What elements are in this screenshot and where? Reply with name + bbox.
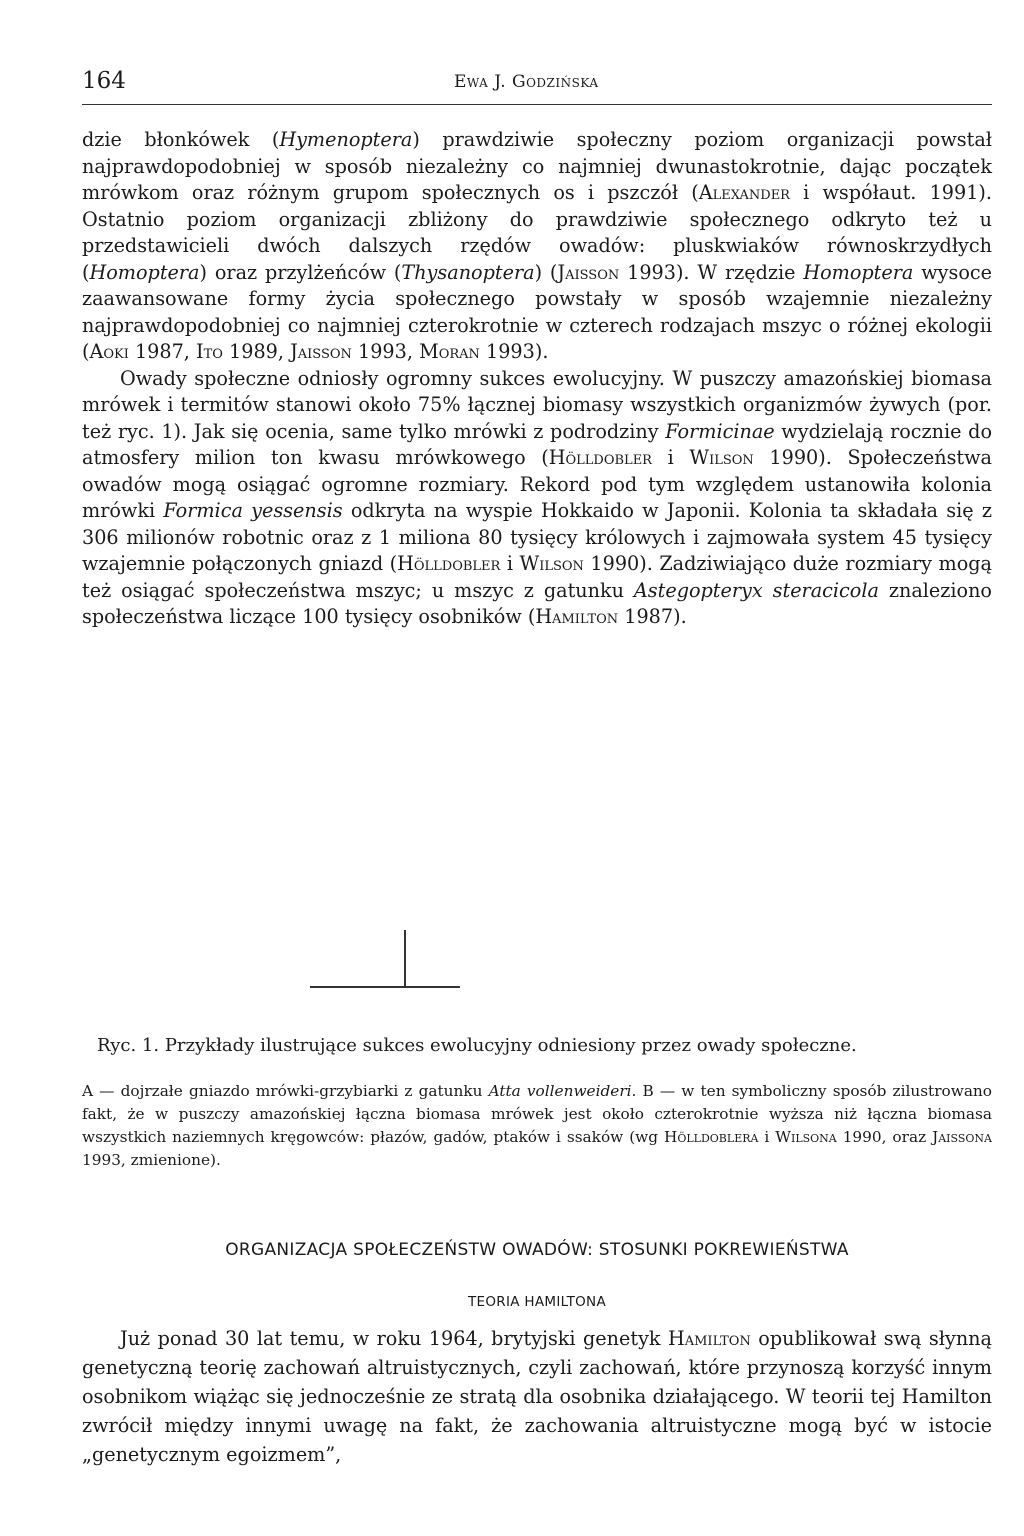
text-run: 1993, bbox=[351, 340, 420, 363]
paragraph-3 bbox=[82, 1324, 992, 1469]
text-run: znaleziono społeczeństwa liczące 100 tysięcy osobników ( bbox=[82, 578, 992, 628]
figure-caption-body bbox=[82, 1080, 992, 1172]
citation-author: Aoki bbox=[89, 340, 129, 363]
citation-author: Jaisson bbox=[290, 340, 352, 363]
text-run: wysoce zaawansowane formy życia społecznego powstały w sposób wzajemnie niezależny najprawdopodobniej co najmniej czterokrotnie w czterech rodzajach mszyc o różnej ekologii ( bbox=[82, 260, 992, 363]
taxon-name: Hymenoptera bbox=[279, 128, 413, 151]
text-run: ) ( bbox=[534, 260, 558, 284]
figure-vertical-line bbox=[404, 930, 406, 986]
text-run: Owady społeczne odniosły ogromny sukces ewolucyjny. W puszczy amazońskiej biomasa mrówek i termitów stanowi około 75% łącznej biomasy wszystkich organizmów żywych (por. też ryc. 1). Jak się ocenia, same tylko mrówki z podrodziny bbox=[82, 366, 992, 443]
text-run: dzie błonkówek ( bbox=[82, 128, 280, 151]
citation-author: Ito bbox=[196, 340, 223, 363]
text-run: i bbox=[758, 1128, 776, 1146]
citation-author: Hölldobler bbox=[548, 446, 652, 469]
figure-caption-title: Ryc. 1. Przykłady ilustrujące sukces ewolucyjny odniesiony przez owady społeczne. bbox=[97, 1035, 857, 1056]
taxon-name: Formicinae bbox=[665, 419, 775, 443]
text-run: ) oraz przylżeńców ( bbox=[199, 260, 402, 284]
text-run: . B — w ten symboliczny sposób zilustrowano fakt, że w puszczy amazońskiej łączna biomasa mrówek jest około czterokrotnie wyższa niż łączna biomasa wszystkich naziemnych kręgowców: płazów, gadów, ptaków i ssaków (wg bbox=[82, 1082, 992, 1146]
text-run: 1993, zmienione). bbox=[82, 1151, 221, 1169]
text-run: 1987, bbox=[128, 340, 197, 363]
running-header bbox=[82, 68, 992, 105]
paragraph-1 bbox=[82, 127, 992, 366]
text-run: 1990, oraz bbox=[836, 1128, 933, 1146]
figure-remnant bbox=[310, 930, 460, 990]
citation-author: Jaisson bbox=[557, 260, 620, 284]
subsection-heading: TEORIA HAMILTONA bbox=[468, 1294, 606, 1310]
paragraph-2 bbox=[82, 366, 992, 631]
text-run: 1993). bbox=[479, 340, 549, 363]
text-run: 1987). bbox=[618, 605, 687, 628]
text-run: Już ponad 30 lat temu, w roku 1964, brytyjski genetyk bbox=[120, 1327, 668, 1350]
citation-author: Jaissona bbox=[932, 1128, 992, 1146]
taxon-name: Formica yessensis bbox=[163, 499, 343, 522]
citation-author: Hamilton bbox=[535, 605, 619, 628]
text-run: opublikował swą słynną genetyczną teorię zachowań altruistycznych, czyli zachowań, które przynoszą korzyść innym osobnikom wiążąc się jednocześnie ze stratą dla osobnika działającego. W teorii tej Hamilton zwrócił między innymi uwagę na fakt, że zachowania altruistyczne mogą być w istocie „genetycznym egoizmem”, bbox=[82, 1327, 992, 1466]
text-run: i współaut. 1991). Ostatnio poziom organizacji zbliżony do prawdziwie społecznego odkryto też u przedstawicieli dwóch dalszych rzędów owadów: pluskwiaków równoskrzydłych ( bbox=[82, 181, 992, 284]
taxon-name: Astegopteryx steracicola bbox=[633, 578, 879, 602]
section-heading: ORGANIZACJA SPOŁECZEŃSTW OWADÓW: STOSUNKI POKREWIEŃSTWA bbox=[225, 1240, 849, 1260]
text-run: 1990). Zadziwiająco duże rozmiary mogą też osiągać społeczeństwa mszyc; u mszyc z gatunku bbox=[82, 552, 992, 602]
text-run: ) prawdziwie społeczny poziom organizacji powstał najprawdopodobniej w sposób niezależny co najmniej dwunastokrotnie, dając początek mrówkom oraz różnym grupom społecznych os i pszczół ( bbox=[82, 128, 992, 204]
text-run: 1990). Społeczeństwa owadów mogą osiągać ogromne rozmiary. Rekord pod tym względem ustanowiła kolonia mrówki bbox=[82, 446, 992, 522]
main-text bbox=[82, 127, 992, 631]
page-number: 164 bbox=[82, 68, 126, 94]
citation-author: Wilsona bbox=[775, 1128, 837, 1146]
citation-author: Wilson bbox=[689, 446, 754, 469]
page bbox=[82, 0, 992, 1536]
taxon-name: Atta vollenweideri bbox=[488, 1082, 632, 1100]
taxon-name: Thysanoptera bbox=[401, 260, 535, 284]
text-run: 1993). W rzędzie bbox=[619, 260, 804, 284]
text-run: i bbox=[651, 446, 690, 469]
text-run: i bbox=[500, 552, 520, 575]
citation-author: Hölldoblera bbox=[664, 1128, 759, 1146]
text-run: A — dojrzałe gniazdo mrówki-grzybiarki z gatunku bbox=[82, 1082, 489, 1100]
running-author: Ewa J. Godzińska bbox=[454, 72, 599, 92]
citation-author: Hamilton bbox=[668, 1327, 751, 1350]
citation-author: Alexander bbox=[698, 181, 790, 204]
citation-author: Wilson bbox=[519, 552, 584, 575]
taxon-name: Homoptera bbox=[89, 260, 200, 284]
text-run: 1989, bbox=[222, 340, 291, 363]
text-run: odkryta na wyspie Hokkaido w Japonii. Kolonia ta składała się z 306 milionów robotnic oraz z 1 miliona 80 tysięcy królowych i zajmowała system 45 tysięcy wzajemnie połączonych gniazd ( bbox=[82, 499, 992, 575]
citation-author: Moran bbox=[419, 340, 480, 363]
figure-horizontal-line bbox=[310, 986, 460, 988]
text-run: wydzielają rocznie do atmosfery milion ton kwasu mrówkowego ( bbox=[82, 419, 992, 469]
taxon-name: Homoptera bbox=[803, 260, 914, 284]
section-text bbox=[82, 1324, 992, 1469]
citation-author: Hölldobler bbox=[397, 552, 501, 575]
